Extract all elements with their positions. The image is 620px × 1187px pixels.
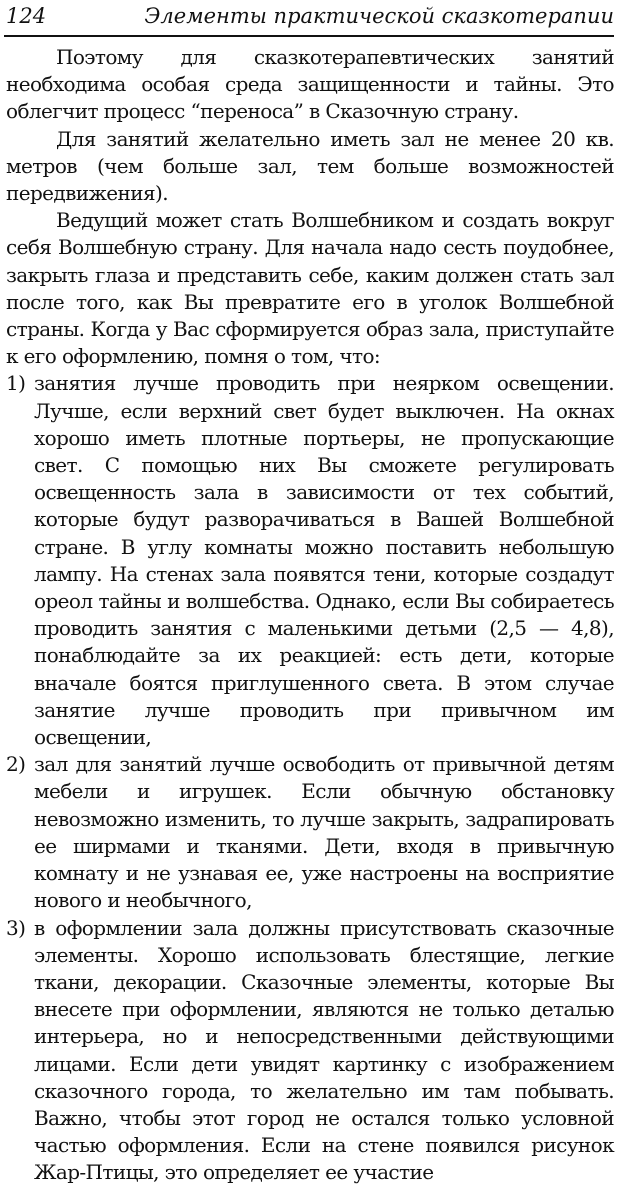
paragraph: Ведущий может стать Волшебником и создать вокруг себя Волшебную страну. Для начала надо сесть поудобнее, закрыть глаза и представить себе, каким должен стать зал после того, как Вы превратите его в уголок Волшебной страны. Когда у Вас сформируется образ зала, приступайте к его оформлению, помня о том, что: [6,208,614,369]
list-item-text: в оформлении зала должны присутствовать сказочные элементы. Хорошо использовать блестящие, легкие ткани, декорации. Сказочные элементы, которые Вы внесете при оформлении, являются не только деталью интерьера, но и непосредственными действующими лицами. Если дети увидят картинку с изображением сказочного города, то желательно им там побывать. Важно, чтобы этот город не остался только условной частью оформления. Если на стене появился рисунок Жар-Птицы, это определяет ее участие [34,915,614,1185]
list-item [6,370,614,751]
list-item-number: 2) [6,752,26,777]
running-title: Элементы практической сказкотерапии [144,4,614,28]
paragraph: Для занятий желательно иметь зал не менее 20 кв. метров (чем больше зал, тем больше возможностей передвижения). [6,126,614,206]
list-item [6,751,614,914]
list-item-number: 3) [6,915,26,940]
list-item-text: занятия лучше проводить при неярком освещении. Лучше, если верхний свет будет выключен. На окнах хорошо иметь плотные портьеры, не пропускающие свет. С помощью них Вы сможете регулировать освещенность зала в зависимости от тех событий, которые будут разворачиваться в Вашей Волшебной стране. В углу комнаты можно поставить небольшую лампу. На стенах зала появятся тени, которые создадут ореол тайны и волшебства. Однако, если Вы собираетесь проводить занятия с маленькими детьми (2,5 — 4,8), понаблюдайте за их реакцией: есть дети, которые вначале боятся приглушенного света. В этом случае занятие лучше проводить при привычном им освещении, [34,371,614,750]
header-rule [4,35,614,37]
list-item-number: 1) [6,371,26,396]
page-body [6,44,614,1187]
list-item-text: зал для занятий лучше освободить от привычной детям мебели и игрушек. Если обычную обстановку невозможно изменить, то лучше закрыть, задрапировать ее ширмами и тканями. Дети, входя в привычную комнату и не узнавая ее, уже настроены на восприятие нового и необычного, [34,752,614,913]
page-number: 124 [6,4,47,28]
list-item [6,915,614,1187]
running-header [6,4,614,34]
paragraph: Поэтому для сказкотерапевтических занятий необходима особая среда защищенности и тайны. Это облегчит процесс “переноса” в Сказочную страну. [6,45,614,124]
